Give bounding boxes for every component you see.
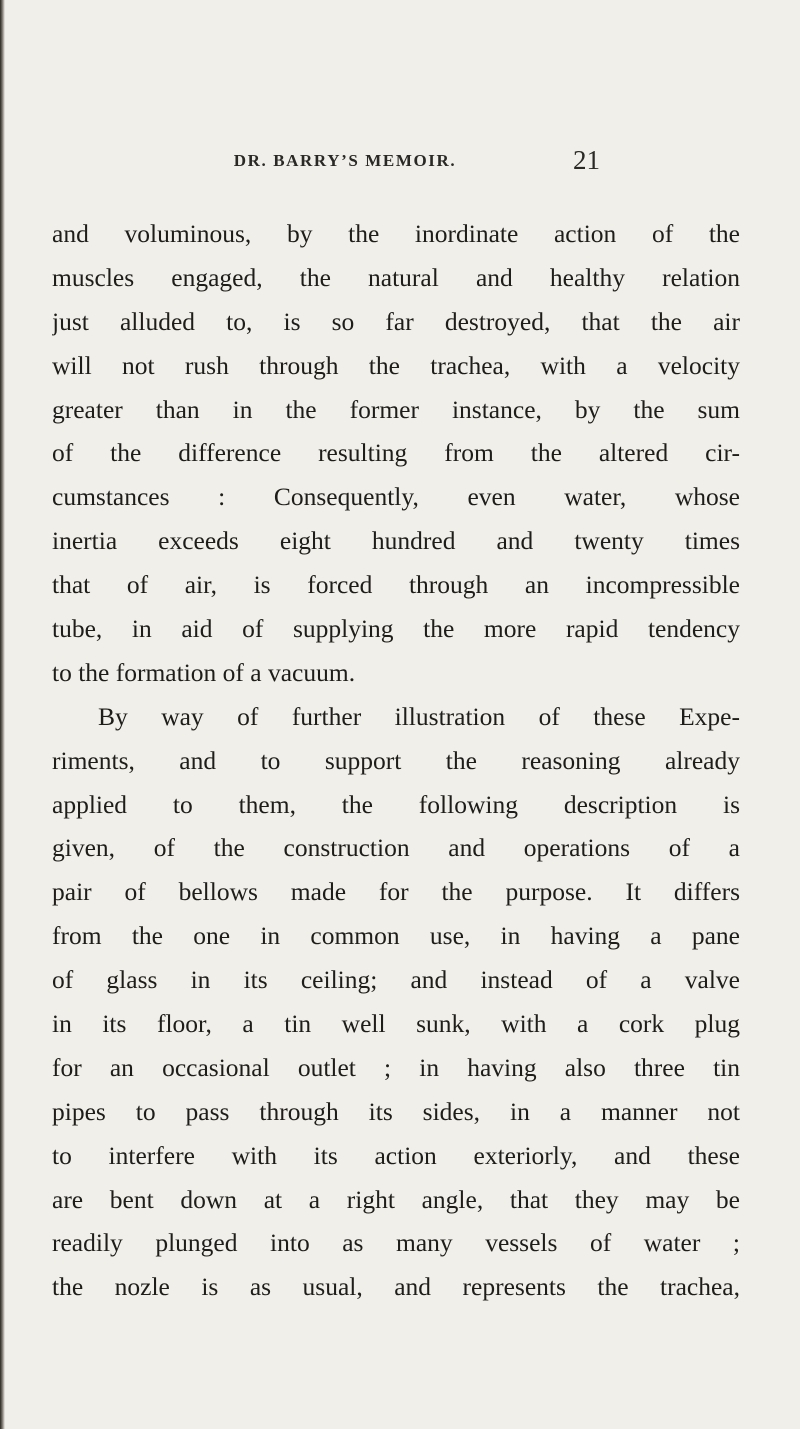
text-line: pair of bellows made for the purpose. It differs <box>52 877 740 907</box>
text-line: of the difference resulting from the altered cir- <box>52 438 740 468</box>
text-line: in its floor, a tin well sunk, with a cork plug <box>52 1009 740 1039</box>
running-head <box>200 146 600 176</box>
text-line: are bent down at a right angle, that they may be <box>52 1184 740 1214</box>
text-line: of glass in its ceiling; and instead of a valve <box>52 965 740 995</box>
text-line: that of air, is forced through an incompressible <box>52 570 740 600</box>
text-line: just alluded to, is so far destroyed, that the air <box>52 306 740 336</box>
text-line: applied to them, the following description is <box>52 789 740 819</box>
text-line: pipes to pass through its sides, in a manner not <box>52 1096 740 1126</box>
spine-shadow <box>0 0 5 1429</box>
text-line: will not rush through the trachea, with a velocity <box>52 350 740 380</box>
running-title: DR. BARRY’S MEMOIR. <box>233 151 457 170</box>
text-line: from the one in common use, in having a pane <box>52 921 740 951</box>
text-line: to interfere with its action exteriorly, and these <box>52 1140 740 1170</box>
text-line: muscles engaged, the natural and healthy relation <box>52 262 740 292</box>
text-line: for an occasional outlet ; in having also three tin <box>52 1052 740 1082</box>
page-number: 21 <box>573 145 600 175</box>
paragraph-start-line: By way of further illustration of these Expe- <box>98 701 740 731</box>
text-line: greater than in the former instance, by the sum <box>52 394 740 424</box>
paragraph-end-line: to the formation of a vacuum. <box>52 657 356 687</box>
text-line: riments, and to support the reasoning already <box>52 745 740 775</box>
text-line: given, of the construction and operations of a <box>52 833 740 863</box>
text-line: tube, in aid of supplying the more rapid tendency <box>52 614 740 644</box>
text-line: cumstances : Consequently, even water, whose <box>52 482 740 512</box>
text-line: and voluminous, by the inordinate action of the <box>52 219 740 248</box>
body-text <box>52 212 740 1309</box>
text-line: readily plunged into as many vessels of water ; <box>52 1228 740 1258</box>
text-line: the nozle is as usual, and represents the trachea, <box>52 1272 740 1302</box>
text-line: inertia exceeds eight hundred and twenty times <box>52 526 740 556</box>
